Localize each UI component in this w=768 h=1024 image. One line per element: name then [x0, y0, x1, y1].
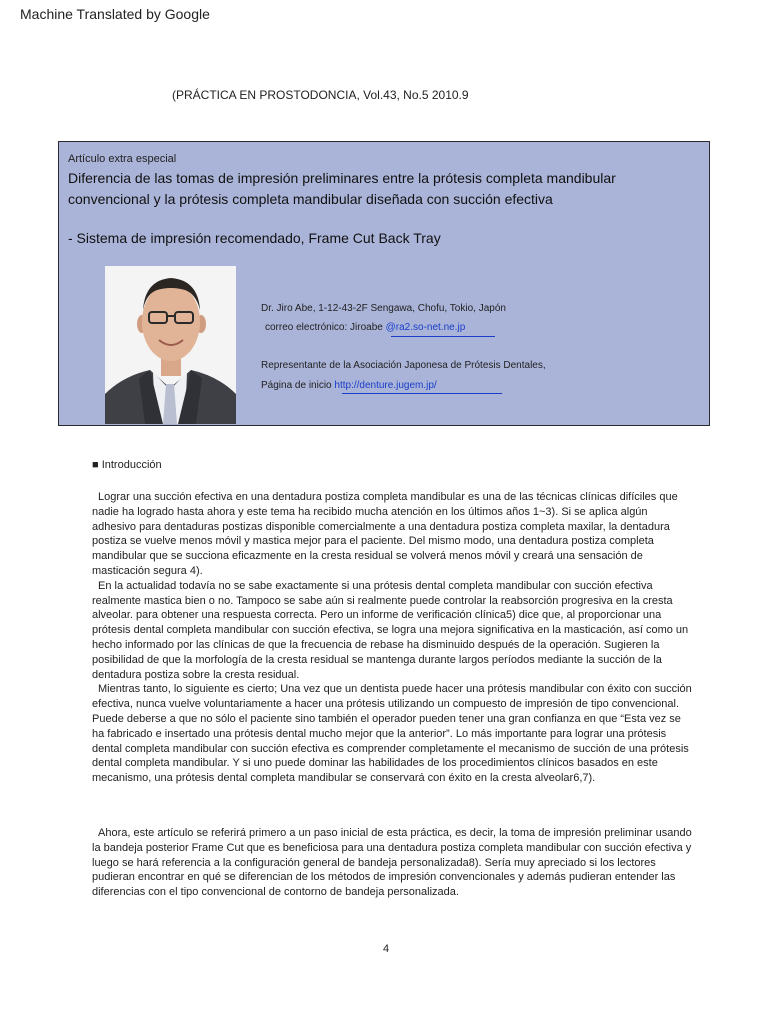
- machine-translation-label: Machine Translated by Google: [20, 6, 210, 22]
- homepage-link[interactable]: http://denture.jugem.jp/: [334, 380, 437, 391]
- special-article-label: Artículo extra especial: [68, 153, 177, 165]
- association-line: Representante de la Asociación Japonesa de Prótesis Dentales,: [261, 360, 546, 371]
- page-number: 4: [383, 943, 390, 955]
- paragraph-2: En la actualidad todavía no se sabe exactamente si una prótesis dental completa mandibular con succión efectiva realmente mastica bien o no. Tampoco se sabe aún si realmente puede controlar la reabsorción progresiva en la cresta alveolar. para obtener una respuesta correcta. Pero un informe de verificación clínica5) dice que, al proporcionar una prótesis dental completa mandibular con succión efectiva, se logra una mejora significativa en la masticación, así como un hecho informado por las clínicas de que la frecuencia de rebase ha disminuido después de la operación. Sugieren la posibilidad de que la morfología de la cresta residual se mantenga durante largos períodos mediante la succión de la dentadura postiza sobre la cresta residual.: [92, 579, 689, 681]
- homepage-link-underline: [342, 393, 502, 394]
- author-address: Dr. Jiro Abe, 1-12-43-2F Sengawa, Chofu, Tokio, Japón: [261, 303, 506, 314]
- author-email: [265, 322, 465, 333]
- body-column-2: [92, 826, 692, 900]
- body-column-1: [92, 490, 692, 786]
- journal-reference: (PRÁCTICA EN PROSTODONCIA, Vol.43, No.5 2010.9: [172, 88, 469, 102]
- paragraph-1: Lograr una succión efectiva en una dentadura postiza completa mandibular es una de las técnicas clínicas difíciles que nadie ha logrado hasta ahora y este tema ha recibido mucha atención en los últimos años 1~3). Si se aplica algún adhesivo para dentaduras postizas disponible comercialmente a una dentadura postiza completa maxilar, la dentadura postiza se vuelve menos móvil y mastica mejor para el paciente. Del mismo modo, una dentadura postiza completa mandibular que se succiona eficazmente en la cresta residual se volverá menos móvil y creará una sensación de masticación segura 4).: [92, 491, 678, 577]
- homepage-label: Página de inicio: [261, 380, 335, 391]
- email-link-underline: [391, 336, 495, 337]
- paragraph-3: Mientras tanto, lo siguiente es cierto; Una vez que un dentista puede hacer una prótesis mandibular con éxito con succión efectiva, nunca vuelve voluntariamente a hacer una prótesis utilizando un compuesto de impresión de tipo convencional. Puede deberse a que no sólo el paciente sino también el operador pueden tener una gran confianza en que “Esta vez se ha fabricado e insertado una prótesis dental mucho mejor que la anterior”. Lo más importante para lograr una prótesis dental completa mandibular con succión efectiva es comprender completamente el mecanismo de succión de una prótesis dental completa mandibular. Y si uno puede dominar las habilidades de los procedimientos clínicos basados en este mecanismo, una prótesis dental completa mandibular se conservará con éxito en la cresta alveolar6,7).: [92, 683, 692, 785]
- author-photo: [105, 266, 236, 424]
- intro-heading: ■ Introducción: [92, 459, 162, 471]
- article-header-box: [58, 141, 710, 426]
- homepage-line: [261, 380, 437, 391]
- author-portrait-image: [105, 266, 236, 424]
- article-title: Diferencia de las tomas de impresión preliminares entre la prótesis completa mandibular convencional y la prótesis completa mandibular diseñada con succión efectiva: [68, 170, 616, 207]
- email-label: correo electrónico: Jiroabe: [265, 322, 386, 333]
- paragraph-4: Ahora, este artículo se referirá primero a un paso inicial de esta práctica, es decir, la toma de impresión preliminar usando la bandeja posterior Frame Cut que es beneficiosa para una dentadura postiza completa mandibular con succión efectiva y luego se hará referencia a la configuración general de bandeja personalizada8). Sería muy apreciado si los lectores pudieran encontrar en qué se diferencian de los métodos de impresión convencionales y además pudieran entender las diferencias con el tipo convencional de contorno de bandeja personalizada.: [92, 827, 692, 899]
- email-link[interactable]: @ra2.so-net.ne.jp: [385, 322, 466, 333]
- article-subtitle: - Sistema de impresión recomendado, Frame Cut Back Tray: [68, 230, 441, 246]
